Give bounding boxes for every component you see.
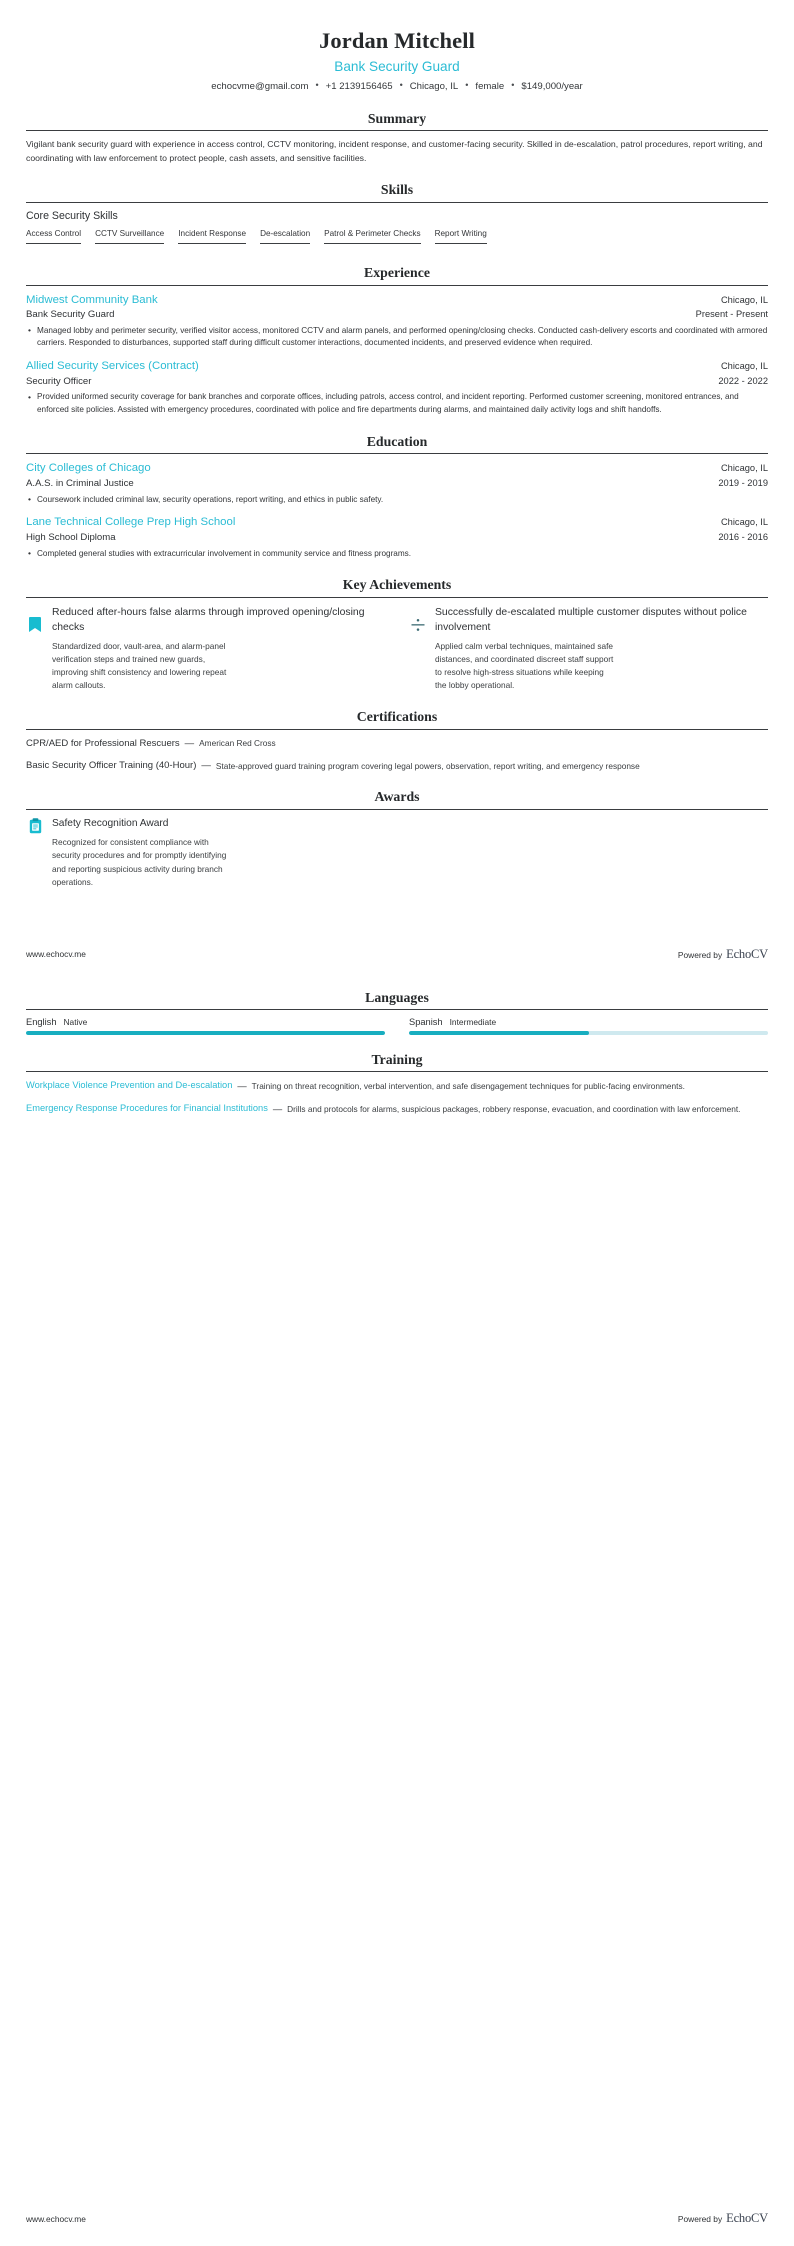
section-heading-languages: Languages [365, 989, 429, 1005]
experience-location: Chicago, IL [720, 294, 768, 305]
language-item [26, 1017, 385, 1035]
language-list [26, 1017, 768, 1035]
training-item [26, 1102, 768, 1115]
achievement-title: Reduced after-hours false alarms through improved opening/closing checks [52, 606, 365, 633]
certification-item [26, 759, 768, 772]
education-location: Chicago, IL [720, 463, 768, 474]
education-location: Chicago, IL [720, 517, 768, 528]
section-heading-training: Training [371, 1051, 423, 1067]
language-level: Native [63, 1017, 88, 1028]
training-name[interactable]: Workplace Violence Prevention and De-escalation [26, 1080, 233, 1091]
certification-name: CPR/AED for Professional Rescuers [26, 737, 180, 749]
skill-list [26, 229, 768, 248]
experience-role: Bank Security Guard [26, 309, 115, 321]
section-divider [26, 1009, 768, 1010]
language-level: Intermediate [449, 1017, 497, 1028]
section-certifications [0, 709, 794, 772]
education-institution[interactable]: City Colleges of Chicago [26, 462, 151, 475]
skill-item: De-escalation [260, 229, 310, 244]
section-heading-education: Education [366, 433, 428, 449]
experience-entry [26, 359, 768, 417]
achievement-item [26, 605, 385, 693]
skill-item: Incident Response [178, 229, 246, 244]
experience-role: Security Officer [26, 375, 92, 387]
education-dates: 2019 - 2019 [718, 478, 768, 489]
section-heading-experience: Experience [364, 264, 430, 280]
contact-phone[interactable]: +1 2139156465 [325, 81, 393, 93]
section-heading-skills: Skills [380, 182, 414, 198]
footer-brand [678, 2211, 768, 2226]
separator-dot: • [511, 80, 515, 91]
job-title: Bank Security Guard [334, 58, 460, 74]
certification-name: Basic Security Officer Training (40-Hour) [26, 760, 197, 772]
footer-url[interactable]: www.echocv.me [26, 949, 86, 960]
certification-item [26, 737, 768, 750]
page-spacer [0, 1115, 794, 1905]
bullet-item: • Managed lobby and perimeter security, verified visitor access, monitored CCTV and alarm panels, and performed opening/closing checks. Conducted cash-delivery escorts and coordinated with armored carriers. Responded to disturbances, supported staff during difficult customer interactions, documented incidents, and preserved evidence when required. [26, 325, 768, 350]
contact-email[interactable]: echocvme@gmail.com [211, 81, 309, 93]
section-training [0, 1052, 794, 1116]
training-name[interactable]: Emergency Response Procedures for Financial Institutions [26, 1103, 268, 1114]
section-divider [26, 130, 768, 131]
education-institution[interactable]: Lane Technical College Prep High School [26, 516, 236, 529]
separator-dot: • [315, 80, 319, 91]
section-experience [0, 265, 794, 417]
contact-line [26, 81, 768, 93]
section-languages [0, 990, 794, 1035]
language-item [409, 1017, 768, 1035]
section-divider [26, 202, 768, 203]
training-separator: — [272, 1103, 283, 1114]
skill-item: CCTV Surveillance [95, 229, 164, 244]
achievement-list [26, 605, 768, 693]
education-bullets [26, 494, 768, 507]
section-skills [0, 182, 794, 248]
award-description: Recognized for consistent compliance with security procedures and for promptly identifying and reporting suspicious activity during branch operations. [52, 837, 227, 887]
bullet-item: • Coursework included criminal law, security operations, report writing, and ethics in public safety. [26, 494, 768, 507]
experience-bullets [26, 391, 768, 416]
section-heading-certifications: Certifications [356, 709, 438, 725]
certification-issuer: State-approved guard training program covering legal powers, observation, report writing, and emergency response [215, 760, 640, 771]
skill-item: Patrol & Perimeter Checks [324, 229, 420, 244]
certification-separator: — [201, 760, 211, 772]
section-heading-key-achievements: Key Achievements [342, 577, 452, 593]
achievement-description: Standardized door, vault-area, and alarm-panel verification steps and trained new guards, improving shift consistency and lowering repeat alarm callouts. [52, 640, 227, 691]
page-title: Jordan Mitchell [319, 28, 475, 53]
skill-group-name: Core Security Skills [26, 209, 118, 222]
page-footer [0, 947, 794, 962]
experience-dates: Present - Present [695, 309, 768, 320]
award-item [26, 817, 768, 889]
achievement-item [409, 605, 768, 693]
contact-gender: female [475, 81, 505, 93]
language-progress-track [409, 1031, 768, 1035]
experience-entry [26, 293, 768, 351]
section-awards [0, 789, 794, 888]
education-dates: 2016 - 2016 [718, 532, 768, 543]
section-heading-awards: Awards [374, 789, 420, 805]
footer-powered-by-label: Powered by [677, 949, 723, 960]
language-progress-fill [409, 1031, 589, 1035]
division-icon [409, 605, 427, 633]
education-entry [26, 461, 768, 506]
language-progress-fill [26, 1031, 385, 1035]
section-heading-summary: Summary [367, 110, 427, 126]
language-name: Spanish [409, 1017, 443, 1028]
summary-text: Vigilant bank security guard with experience in access control, CCTV monitoring, incident response, and customer-facing security. Skilled in de-escalation, patrol procedures, report writing, and coordinating with law enforcement to protect people, cash assets, and sensitive facilities. [26, 139, 763, 163]
bookmark-icon [26, 605, 44, 633]
section-divider [26, 597, 768, 598]
experience-organization[interactable]: Allied Security Services (Contract) [26, 360, 199, 373]
achievement-description: Applied calm verbal techniques, maintained safe distances, and coordinated discreet staff support to resolve high-stress situations while keeping the lobby operational. [435, 640, 614, 691]
education-degree: A.A.S. in Criminal Justice [26, 478, 134, 490]
experience-dates: 2022 - 2022 [718, 375, 768, 386]
training-item [26, 1079, 768, 1092]
clipboard-icon [26, 817, 44, 834]
certification-separator: — [184, 738, 195, 750]
footer-powered-by-label: Powered by [677, 2214, 723, 2224]
training-separator: — [237, 1080, 247, 1091]
section-divider [26, 729, 768, 730]
page-footer-bottom [0, 2211, 794, 2226]
training-description: Drills and protocols for alarms, suspicious packages, robbery response, evacuation, and coordination with law enforcement. [287, 1103, 741, 1114]
section-education [0, 434, 794, 560]
achievement-title: Successfully de-escalated multiple customer disputes without police involvement [435, 606, 747, 633]
section-divider [26, 1071, 768, 1072]
footer-url[interactable]: www.echocv.me [26, 2213, 86, 2224]
section-divider [26, 453, 768, 454]
section-key-achievements [0, 577, 794, 692]
certification-issuer: American Red Cross [199, 738, 276, 749]
training-description: Training on threat recognition, verbal intervention, and safe disengagement techniques for public-facing environments. [251, 1080, 685, 1091]
resume-header [0, 0, 794, 94]
bullet-item: • Completed general studies with extracurricular involvement in community service and fitness programs. [26, 548, 768, 561]
section-summary [0, 111, 794, 166]
language-progress-track [26, 1031, 385, 1035]
skill-item: Report Writing [435, 229, 487, 244]
experience-organization[interactable]: Midwest Community Bank [26, 293, 158, 306]
education-bullets [26, 548, 768, 561]
section-divider [26, 809, 768, 810]
award-title: Safety Recognition Award [52, 818, 169, 830]
contact-salary: $149,000/year [521, 81, 583, 93]
bullet-item: • Provided uniformed security coverage for bank branches and corporate offices, including patrols, access control, and incident reporting. Performed customer screening, monitored entrances, and enforced site policies. Assisted with emergency procedures, coordinated with police and fire departments during alarms, and maintained daily activity logs and shift handoffs. [26, 391, 768, 416]
footer-brand-name: EchoCV [726, 946, 768, 961]
footer-brand-name: EchoCV [726, 2211, 768, 2225]
education-degree: High School Diploma [26, 532, 116, 544]
experience-location: Chicago, IL [720, 361, 768, 372]
separator-dot: • [399, 80, 403, 91]
separator-dot: • [465, 80, 469, 91]
language-name: English [26, 1017, 57, 1028]
education-entry [26, 515, 768, 560]
footer-brand [678, 947, 768, 962]
section-divider [26, 285, 768, 286]
experience-bullets [26, 325, 768, 350]
skill-item: Access Control [26, 229, 81, 244]
contact-location: Chicago, IL [409, 81, 459, 93]
